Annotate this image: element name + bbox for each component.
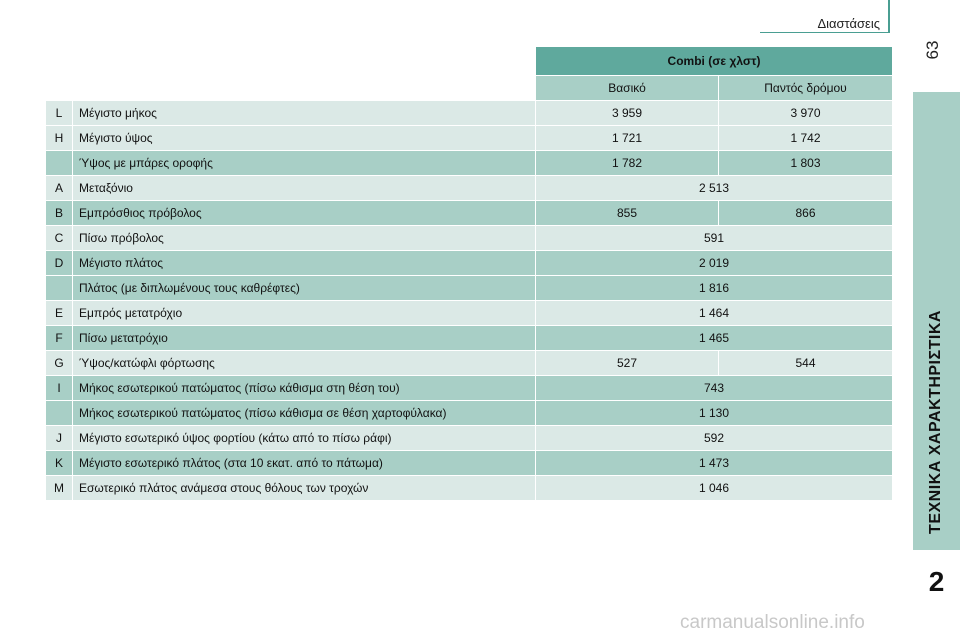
page-number: 63	[923, 40, 942, 60]
row-label: Πίσω πρόβολος	[73, 226, 536, 250]
blank-cell	[46, 47, 73, 75]
table-row	[46, 201, 892, 225]
table-row	[46, 451, 892, 475]
row-value: 1 464	[536, 301, 892, 325]
row-letter: G	[46, 351, 73, 375]
row-value-basic: 3 959	[536, 101, 719, 125]
dimensions-table	[46, 46, 892, 501]
row-value-basic: 1 782	[536, 151, 719, 175]
sub-header-offroad: Παντός δρόμου	[719, 76, 892, 100]
chapter-number: 2	[928, 566, 945, 597]
row-letter: K	[46, 451, 73, 475]
row-label: Μέγιστο πλάτος	[73, 251, 536, 275]
row-label: Πίσω μετατρόχιο	[73, 326, 536, 350]
table-row	[46, 326, 892, 350]
row-label: Ύψος/κατώφλι φόρτωσης	[73, 351, 536, 375]
row-letter: C	[46, 226, 73, 250]
row-letter	[46, 276, 73, 300]
row-value-basic: 855	[536, 201, 719, 225]
row-label: Μήκος εσωτερικού πατώματος (πίσω κάθισμα στη θέση του)	[73, 376, 536, 400]
blank-cell	[73, 76, 536, 100]
table-row	[46, 351, 892, 375]
row-label: Ύψος με μπάρες οροφής	[73, 151, 536, 175]
table-row	[46, 126, 892, 150]
header-rule	[760, 32, 888, 33]
row-value: 2 513	[536, 176, 892, 200]
row-value: 592	[536, 426, 892, 450]
table-row	[46, 376, 892, 400]
row-value-offroad: 544	[719, 351, 892, 375]
dimensions-table-body	[46, 47, 892, 500]
row-label: Εμπρόσθιος πρόβολος	[73, 201, 536, 225]
table-row	[46, 476, 892, 500]
row-label: Μέγιστο εσωτερικό ύψος φορτίου (κάτω από το πίσω ράφι)	[73, 426, 536, 450]
row-value: 743	[536, 376, 892, 400]
row-letter: I	[46, 376, 73, 400]
table-row	[46, 226, 892, 250]
row-value: 1 046	[536, 476, 892, 500]
row-value: 1 465	[536, 326, 892, 350]
table-row	[46, 101, 892, 125]
table-row	[46, 276, 892, 300]
watermark: carmanualsonline.info	[680, 612, 865, 633]
row-value-offroad: 1 742	[719, 126, 892, 150]
row-value: 1 130	[536, 401, 892, 425]
blank-cell	[73, 47, 536, 75]
row-label: Μέγιστο μήκος	[73, 101, 536, 125]
row-label: Εσωτερικό πλάτος ανάμεσα στους θόλους των τροχών	[73, 476, 536, 500]
row-letter: L	[46, 101, 73, 125]
row-label: Εμπρός μετατρόχιο	[73, 301, 536, 325]
table-row	[46, 176, 892, 200]
chapter-title: ΤΕΧΝΙΚΑ ΧΑΡΑΚΤΗΡΙΣΤΙΚΑ	[927, 310, 944, 534]
section-title: Διαστάσεις	[817, 16, 880, 31]
row-value-offroad: 866	[719, 201, 892, 225]
row-letter: D	[46, 251, 73, 275]
row-letter	[46, 401, 73, 425]
blank-cell	[46, 76, 73, 100]
row-label: Πλάτος (με διπλωμένους τους καθρέφτες)	[73, 276, 536, 300]
table-row	[46, 151, 892, 175]
sub-header-basic: Βασικό	[536, 76, 719, 100]
row-letter: F	[46, 326, 73, 350]
table-row	[46, 251, 892, 275]
row-letter: A	[46, 176, 73, 200]
row-value-basic: 1 721	[536, 126, 719, 150]
row-value: 1 473	[536, 451, 892, 475]
group-header: Combi (σε χλστ)	[536, 47, 892, 75]
table-row	[46, 301, 892, 325]
table-row	[46, 401, 892, 425]
row-letter: J	[46, 426, 73, 450]
table-group-header-row	[46, 47, 892, 75]
row-label: Μέγιστο εσωτερικό πλάτος (στα 10 εκατ. από το πάτωμα)	[73, 451, 536, 475]
table-row	[46, 426, 892, 450]
row-letter: H	[46, 126, 73, 150]
row-label: Μέγιστο ύψος	[73, 126, 536, 150]
row-value: 2 019	[536, 251, 892, 275]
row-letter: M	[46, 476, 73, 500]
row-value: 591	[536, 226, 892, 250]
header-vertical-rule	[888, 0, 890, 33]
row-letter: B	[46, 201, 73, 225]
row-letter: E	[46, 301, 73, 325]
row-value-offroad: 1 803	[719, 151, 892, 175]
row-value: 1 816	[536, 276, 892, 300]
row-value-offroad: 3 970	[719, 101, 892, 125]
row-value-basic: 527	[536, 351, 719, 375]
row-label: Μήκος εσωτερικού πατώματος (πίσω κάθισμα σε θέση χαρτοφύλακα)	[73, 401, 536, 425]
row-letter	[46, 151, 73, 175]
table-sub-header-row	[46, 76, 892, 100]
row-label: Μεταξόνιο	[73, 176, 536, 200]
